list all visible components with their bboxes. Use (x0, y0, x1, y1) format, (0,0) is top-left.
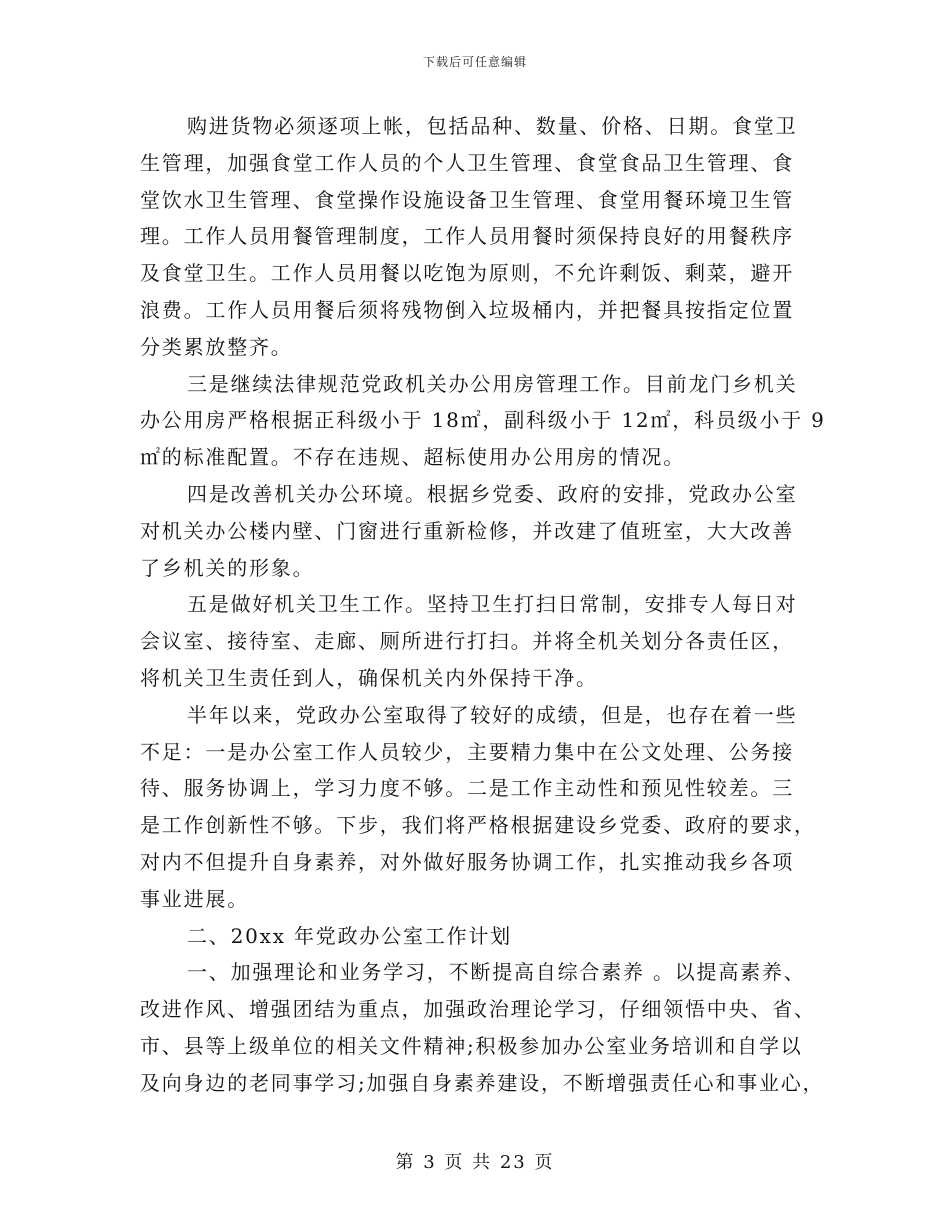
text-line: 了乡机关的形象。 (140, 555, 315, 580)
text-line: 不足：一是办公室工作人员较少，主要精力集中在公文处理、公务接 (140, 739, 794, 764)
text-line: 对内不但提升自身素养，对外做好服务协调工作，扎实推动我乡各项 (140, 849, 794, 874)
text-line: 是工作创新性不够。下步，我们将严格根据建设乡党委、政府的要求， (140, 813, 816, 838)
text-line: 及向身边的老同事学习;加强自身素养建设，不断增强责任心和事业心， (140, 1070, 825, 1095)
text-line: 五是做好机关卫生工作。坚持卫生打扫日常制，安排专人每日对 (187, 592, 798, 617)
text-line: ㎡的标准配置。不存在违规、超标使用办公用房的情况。 (140, 445, 685, 470)
page-footer: 第 3 页 共 23 页 (395, 1152, 555, 1173)
document-body (140, 108, 826, 1102)
text-line: 一、加强理论和业务学习，不断提高自综合素养 。以提高素养、 (187, 960, 806, 985)
text-line: 待、服务协调上，学习力度不够。二是工作主动性和预见性较差。三 (140, 776, 794, 801)
text-line: 堂饮水卫生管理、食堂操作设施设备卫生管理、食堂用餐环境卫生管 (140, 187, 794, 212)
text-line: 办公用房严格根据正科级小于 18㎡，副科级小于 12㎡，科员级小于 9 (140, 408, 826, 433)
text-line: 四是改善机关办公环境。根据乡党委、政府的安排，党政办公室 (187, 481, 798, 506)
text-line: 购进货物必须逐项上帐，包括品种、数量、价格、日期。食堂卫 (187, 114, 798, 138)
text-line: 理。工作人员用餐管理制度，工作人员用餐时须保持良好的用餐秩序 (140, 224, 794, 249)
text-line: 生管理，加强食堂工作人员的个人卫生管理、食堂食品卫生管理、食 (140, 150, 794, 175)
text-line: 将机关卫生责任到人，确保机关内外保持干净。 (140, 665, 598, 690)
page-header: 下载后可任意编辑 (422, 55, 527, 69)
text-line: 对机关办公楼内壁、门窗进行重新检修，并改建了值班室，大大改善 (140, 518, 794, 543)
section-heading: 二、20xx 年党政办公室工作计划 (187, 923, 512, 948)
text-line: 会议室、接待室、走廊、厕所进行打扫。并将全机关划分各责任区， (140, 629, 794, 654)
text-line: 及食堂卫生。工作人员用餐以吃饱为原则，不允许剩饭、剩菜，避开 (140, 261, 794, 286)
text-line: 半年以来，党政办公室取得了较好的成绩，但是，也存在着一些 (187, 702, 798, 727)
text-line: 改进作风、增强团结为重点，加强政治理论学习，仔细领悟中央、省、 (140, 997, 816, 1022)
text-line: 三是继续法律规范党政机关办公用房管理工作。目前龙门乡机关 (187, 371, 798, 396)
text-line: 事业进展。 (140, 886, 249, 911)
text-line: 市、县等上级单位的相关文件精神;积极参加办公室业务培训和自学以 (140, 1033, 803, 1058)
text-line: 浪费。工作人员用餐后须将残物倒入垃圾桶内，并把餐具按指定位置 (140, 297, 794, 322)
text-line: 分类累放整齐。 (140, 334, 293, 359)
